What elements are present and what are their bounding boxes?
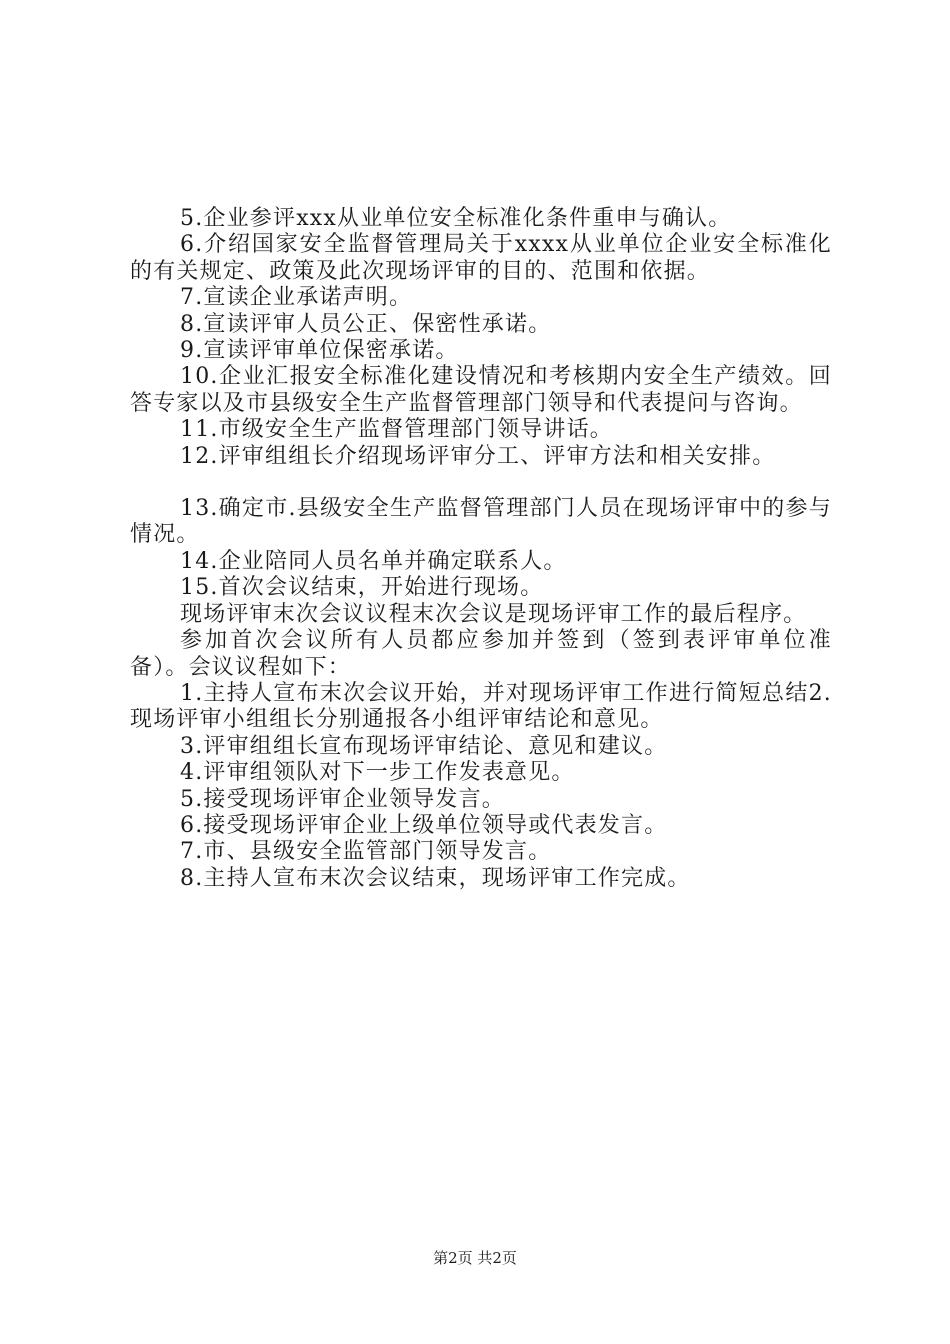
paragraph: 13.确定市.县级安全生产监督管理部门人员在现场评审中的参与情况。: [130, 496, 832, 548]
paragraph: 7.市、县级安全监管部门领导发言。: [180, 839, 552, 865]
paragraph: 15.首次会议结束，开始进行现场。: [180, 575, 544, 601]
paragraph: 4.评审组领队对下一步工作发表意见。: [180, 760, 575, 786]
paragraph: 5.企业参评xxx从业单位安全标准化条件重申与确认。: [180, 206, 732, 231]
paragraph: 8.主持人宣布末次会议结束，现场评审工作完成。: [180, 865, 691, 891]
paragraph: 11.市级安全生产监督管理部门领导讲话。: [180, 417, 613, 443]
paragraph: 9.宣读评审单位保密承诺。: [180, 338, 459, 364]
paragraph: 参加首次会议所有人员都应参加并签到（签到表评审单位准备）。会议议程如下：: [130, 628, 832, 680]
paragraph: 5.接受现场评审企业领导发言。: [180, 786, 505, 812]
paragraph: 6.介绍国家安全监督管理局关于xxxx从业单位企业安全标准化的有关规定、政策及此次现场评审的目的、范围和依据。: [130, 232, 832, 284]
page-number-footer: 第2页 共2页: [433, 1249, 517, 1267]
paragraph: 12.评审组组长介绍现场评审分工、评审方法和相关安排。: [180, 443, 776, 469]
paragraph: 14.企业陪同人员名单并确定联系人。: [180, 548, 567, 574]
paragraph: 7.宣读企业承诺声明。: [180, 285, 413, 311]
paragraph: 1.主持人宣布末次会议开始，并对现场评审工作进行简短总结2.现场评审小组组长分别通报各小组评审结论和意见。: [130, 680, 832, 733]
document-body: [130, 206, 832, 892]
paragraph: 10.企业汇报安全标准化建设情况和考核期内安全生产绩效。回答专家以及市县级安全生产监督管理部门领导和代表提问与咨询。: [130, 364, 832, 416]
paragraph: 8.宣读评审人员公正、保密性承诺。: [180, 311, 552, 337]
paragraph: 现场评审末次会议议程末次会议是现场评审工作的最后程序。: [180, 601, 807, 627]
paragraph: 6.接受现场评审企业上级单位领导或代表发言。: [180, 812, 668, 838]
paragraph: 3.评审组组长宣布现场评审结论、意见和建议。: [180, 733, 668, 759]
